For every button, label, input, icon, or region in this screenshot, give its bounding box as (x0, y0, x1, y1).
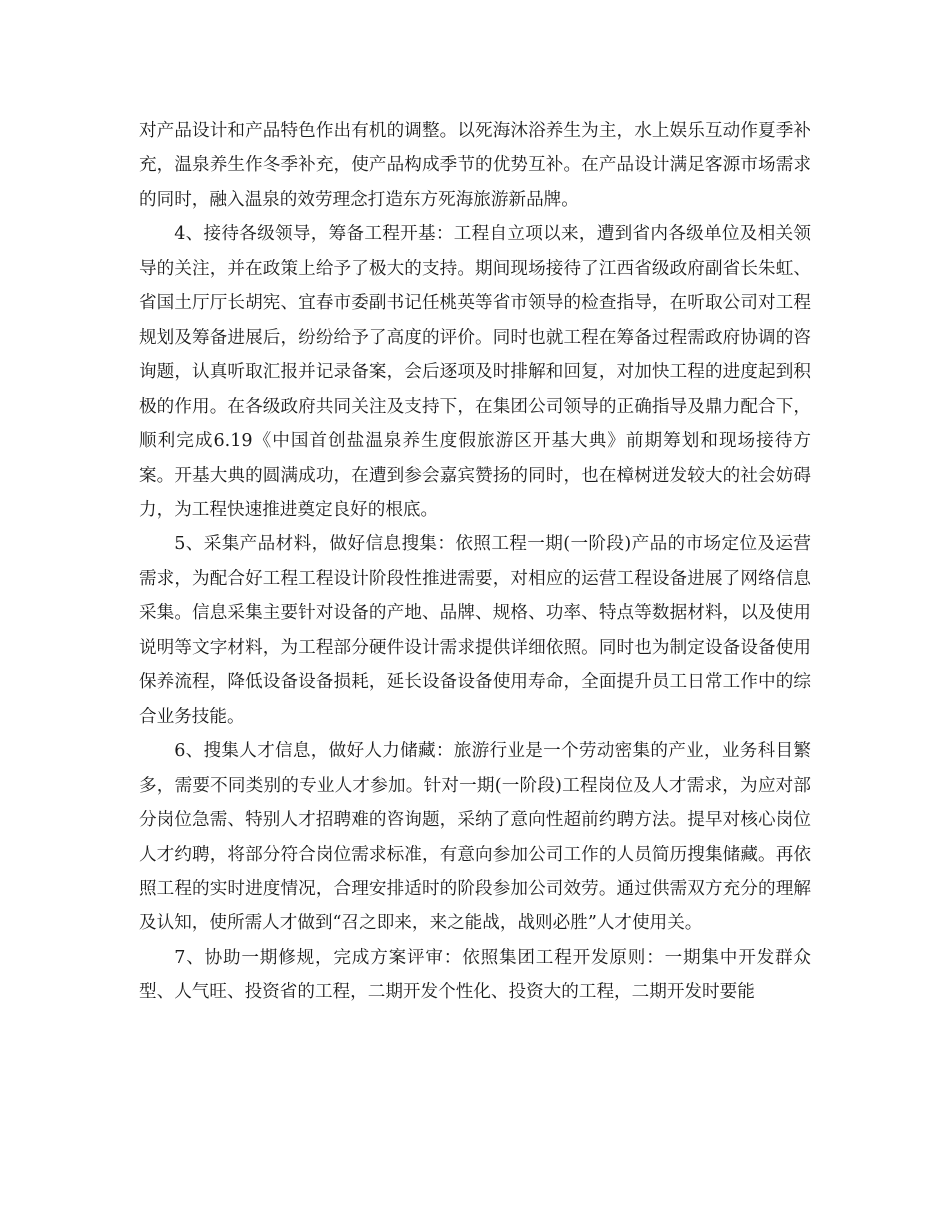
paragraph-item-6: 6、搜集人才信息，做好人力储藏：旅游行业是一个劳动密集的产业，业务科目繁多，需要不同类别的专业人才参加。针对一期(一阶段)工程岗位及人才需求，为应对部分岗位急需、特别人才招聘难的咨询题，采纳了意向性超前约聘方法。提早对核心岗位人才约聘，将部分符合岗位需求标准，有意向参加公司工作的人员简历搜集储藏。再依照工程的实时进度情况，合理安排适时的阶段参加公司效劳。通过供需双方充分的理解及认知，使所需人才做到“召之即来，来之能战，战则必胜”人才使用关。 (139, 741, 811, 934)
document-body (139, 114, 811, 1010)
paragraph-item-7: 7、协助一期修规，完成方案评审：依照集团工程开发原则：一期集中开发群众型、人气旺、投资省的工程，二期开发个性化、投资大的工程，二期开发时要能 (139, 947, 811, 1003)
paragraph-item-4: 4、接待各级领导，筹备工程开基：工程自立项以来，遭到省内各级单位及相关领导的关注，并在政策上给予了极大的支持。期间现场接待了江西省级政府副省长朱虹、省国土厅厅长胡宪、宜春市委副书记任桃英等省市领导的检查指导，在听取公司对工程规划及筹备进展后，纷纷给予了高度的评价。同时也就工程在筹备过程需政府协调的咨询题，认真听取汇报并记录备案，会后逐项及时排解和回复，对加快工程的进度起到积极的作用。在各级政府共同关注及支持下，在集团公司领导的正确指导及鼎力配合下，顺利完成6.19《中国首创盐温泉养生度假旅游区开基大典》前期筹划和现场接待方案。开基大典的圆满成功，在遭到参会嘉宾赞扬的同时，也在樟树迸发较大的社会妨碍力，为工程快速推进奠定良好的根底。 (139, 224, 811, 520)
paragraph-item-5: 5、采集产品材料，做好信息搜集：依照工程一期(一阶段)产品的市场定位及运营需求，为配合好工程工程设计阶段性推进需要，对相应的运营工程设备进展了网络信息采集。信息采集主要针对设备的产地、品牌、规格、功率、特点等数据材料，以及使用说明等文字材料，为工程部分硬件设计需求提供详细依照。同时也为制定设备设备使用保养流程，降低设备设备损耗，延长设备设备使用寿命，全面提升员工日常工作中的综合业务技能。 (139, 534, 811, 727)
paragraph-continuation: 对产品设计和产品特色作出有机的调整。以死海沐浴养生为主，水上娱乐互动作夏季补充，温泉养生作冬季补充，使产品构成季节的优势互补。在产品设计满足客源市场需求的同时，融入温泉的效劳理念打造东方死海旅游新品牌。 (139, 121, 811, 210)
